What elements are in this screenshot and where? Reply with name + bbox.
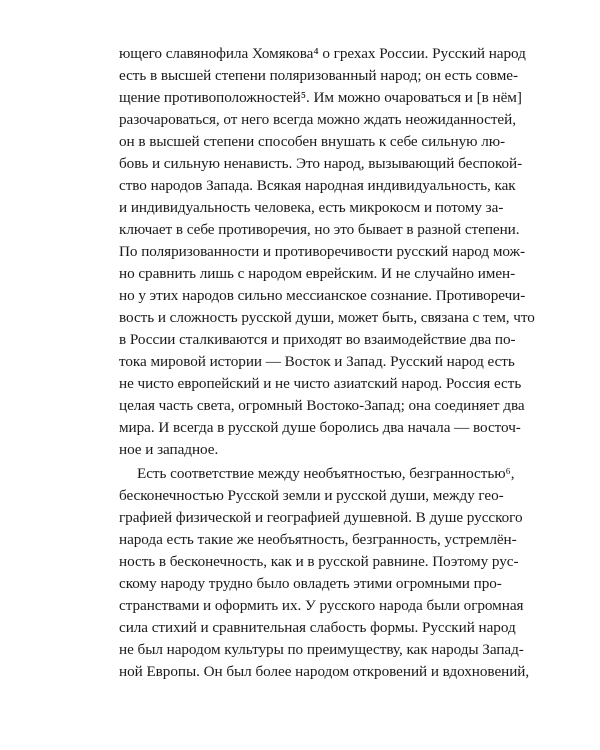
text-line: графией физической и географией душевной. В душе русского [119, 509, 523, 526]
text-line: есть в высшей степени поляризованный народ; он есть совме- [119, 67, 518, 84]
text-line: странствами и оформить их. У русского народа были огромная [119, 597, 524, 614]
text-line: но сравнить лишь с народом еврейским. И не случайно имен- [119, 265, 516, 282]
text-line: не чисто европейский и не чисто азиатский народ. Россия есть [119, 375, 522, 392]
text-line: ключает в себе противоречия, но это бывает в разной степени. [119, 221, 520, 238]
text-line: разочароваться, от него всегда можно ждать неожиданностей, [119, 111, 516, 128]
text-line: он в высшей степени способен внушать к себе сильную лю- [119, 133, 506, 150]
text-line: ной Европы. Он был более народом откровений и вдохновений, [119, 663, 530, 680]
text-line: ность в бесконечность, как и в русской равнине. Поэтому рус- [119, 553, 519, 570]
text-line: По поляризованности и противоречивости русский народ мож- [119, 243, 526, 260]
text-line: в России сталкиваются и приходят во взаимодействие два по- [119, 331, 516, 348]
text-line: скому народу трудно было овладеть этими огромными про- [119, 575, 502, 592]
text-line: бовь и сильную ненависть. Это народ, вызывающий беспокой- [119, 155, 523, 172]
text-line: не был народом культуры по преимуществу, как народы Запад- [119, 641, 524, 658]
text-line: мира. И всегда в русской душе боролись два начала — восточ- [119, 419, 521, 436]
text-line: бесконечностью Русской земли и русской души, между гео- [119, 487, 504, 504]
text-line: сила стихий и сравнительная слабость формы. Русский народ [119, 619, 516, 636]
text-line: вость и сложность русской души, может быть, связана с тем, что [119, 309, 535, 326]
text-line: но у этих народов сильно мессианское сознание. Противоречи- [119, 287, 526, 304]
text-line: тока мировой истории — Восток и Запад. Русский народ есть [119, 353, 515, 370]
text-line: ющего славянофила Хомякова⁴ о грехах России. Русский народ [119, 45, 526, 62]
text-line: целая часть света, огромный Востоко-Запад; она соединяет два [119, 397, 525, 414]
text-line: народа есть такие же необъятность, безгранность, устремлён- [119, 531, 517, 548]
text-line: ство народов Запада. Всякая народная индивидуальность, как [119, 177, 516, 194]
text-line: ное и западное. [119, 441, 219, 458]
text-line: щение противоположностей⁵. Им можно очароваться и [в нём] [119, 89, 522, 106]
text-line: Есть соответствие между необъятностью, безгранностью⁶, [137, 465, 515, 482]
text-line: и индивидуальность человека, есть микрокосм и потому за- [119, 199, 504, 216]
